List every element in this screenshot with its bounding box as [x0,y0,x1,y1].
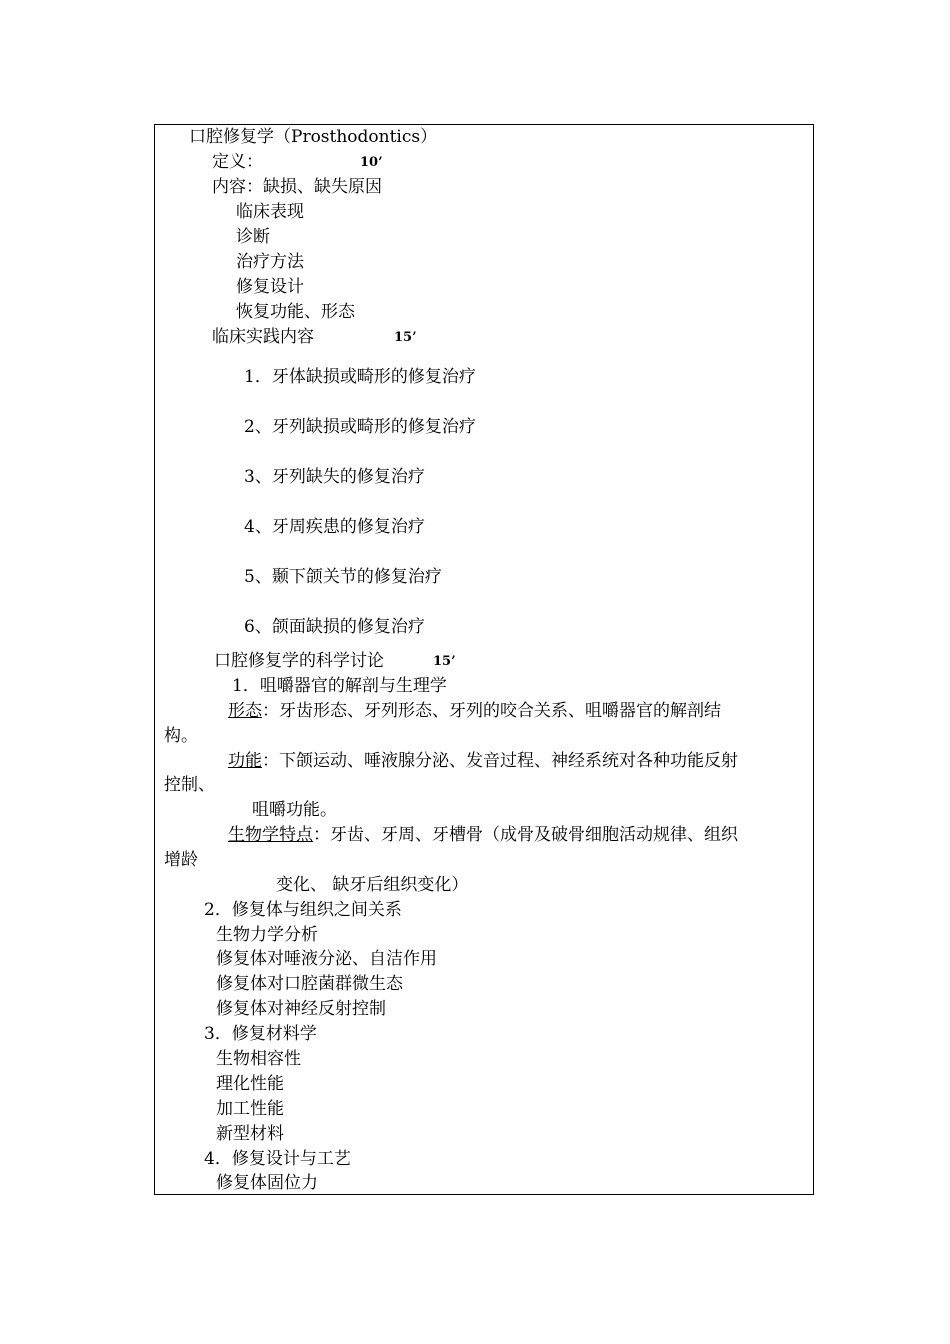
list-item: 修复体固位力 [216,1173,318,1193]
definition-score: 10’ [360,155,383,170]
discussion-label: 口腔修复学的科学讨论 [214,651,384,671]
list-item: 生物相容性 [216,1049,301,1069]
discussion-score: 15’ [433,654,456,669]
function-text-continued: 控制、 [164,775,215,795]
practice-label: 临床实践内容 [212,327,314,347]
content-item: 临床表现 [236,202,304,222]
section-heading: 3．修复材料学 [204,1024,317,1044]
biology-text-continued-2: 变化、 缺牙后组织变化） [276,875,469,895]
form-paragraph [228,700,721,722]
practice-item: 4、牙周疾患的修复治疗 [244,517,425,537]
list-item: 加工性能 [216,1099,284,1119]
content-item: 诊断 [236,227,270,247]
function-label: 功能 [228,751,262,771]
list-item: 修复体对神经反射控制 [216,999,386,1019]
biology-text: ：牙齿、牙周、牙槽骨（成骨及破骨细胞活动规律、组织 [313,825,738,845]
list-item: 理化性能 [216,1074,284,1094]
practice-item: 3、牙列缺失的修复治疗 [244,467,425,487]
content-label: 内容：缺损、缺失原因 [212,177,382,197]
biology-label: 生物学特点 [228,825,313,845]
list-item: 新型材料 [216,1124,284,1144]
form-text-continued: 构。 [164,726,198,746]
definition-label: 定义： [212,152,263,172]
form-label: 形态 [228,701,262,721]
practice-item: 2、牙列缺损或畸形的修复治疗 [244,417,476,437]
content-item: 恢复功能、形态 [236,302,355,322]
practice-item: 5、颞下颌关节的修复治疗 [244,567,442,587]
content-item: 修复设计 [236,277,304,297]
list-item: 修复体对唾液分泌、自洁作用 [216,949,437,969]
biology-paragraph [228,824,738,846]
function-text-continued-2: 咀嚼功能。 [252,800,337,820]
function-paragraph [228,750,738,772]
section-heading: 4．修复设计与工艺 [204,1149,351,1169]
practice-item: 6、颌面缺损的修复治疗 [244,617,425,637]
list-item: 修复体对口腔菌群微生态 [216,974,403,994]
page-title: 口腔修复学（Prosthodontics） [189,127,438,147]
section-heading: 1．咀嚼器官的解剖与生理学 [232,676,447,696]
form-text: ：牙齿形态、牙列形态、牙列的咬合关系、咀嚼器官的解剖结 [262,701,721,721]
practice-score: 15’ [394,330,417,345]
content-item: 治疗方法 [236,252,304,272]
list-item: 生物力学分析 [216,925,318,945]
practice-item: 1．牙体缺损或畸形的修复治疗 [244,367,476,387]
function-text: ：下颌运动、唾液腺分泌、发音过程、神经系统对各种功能反射 [262,751,738,771]
section-heading: 2．修复体与组织之间关系 [204,900,402,920]
biology-text-continued: 增龄 [164,850,198,870]
